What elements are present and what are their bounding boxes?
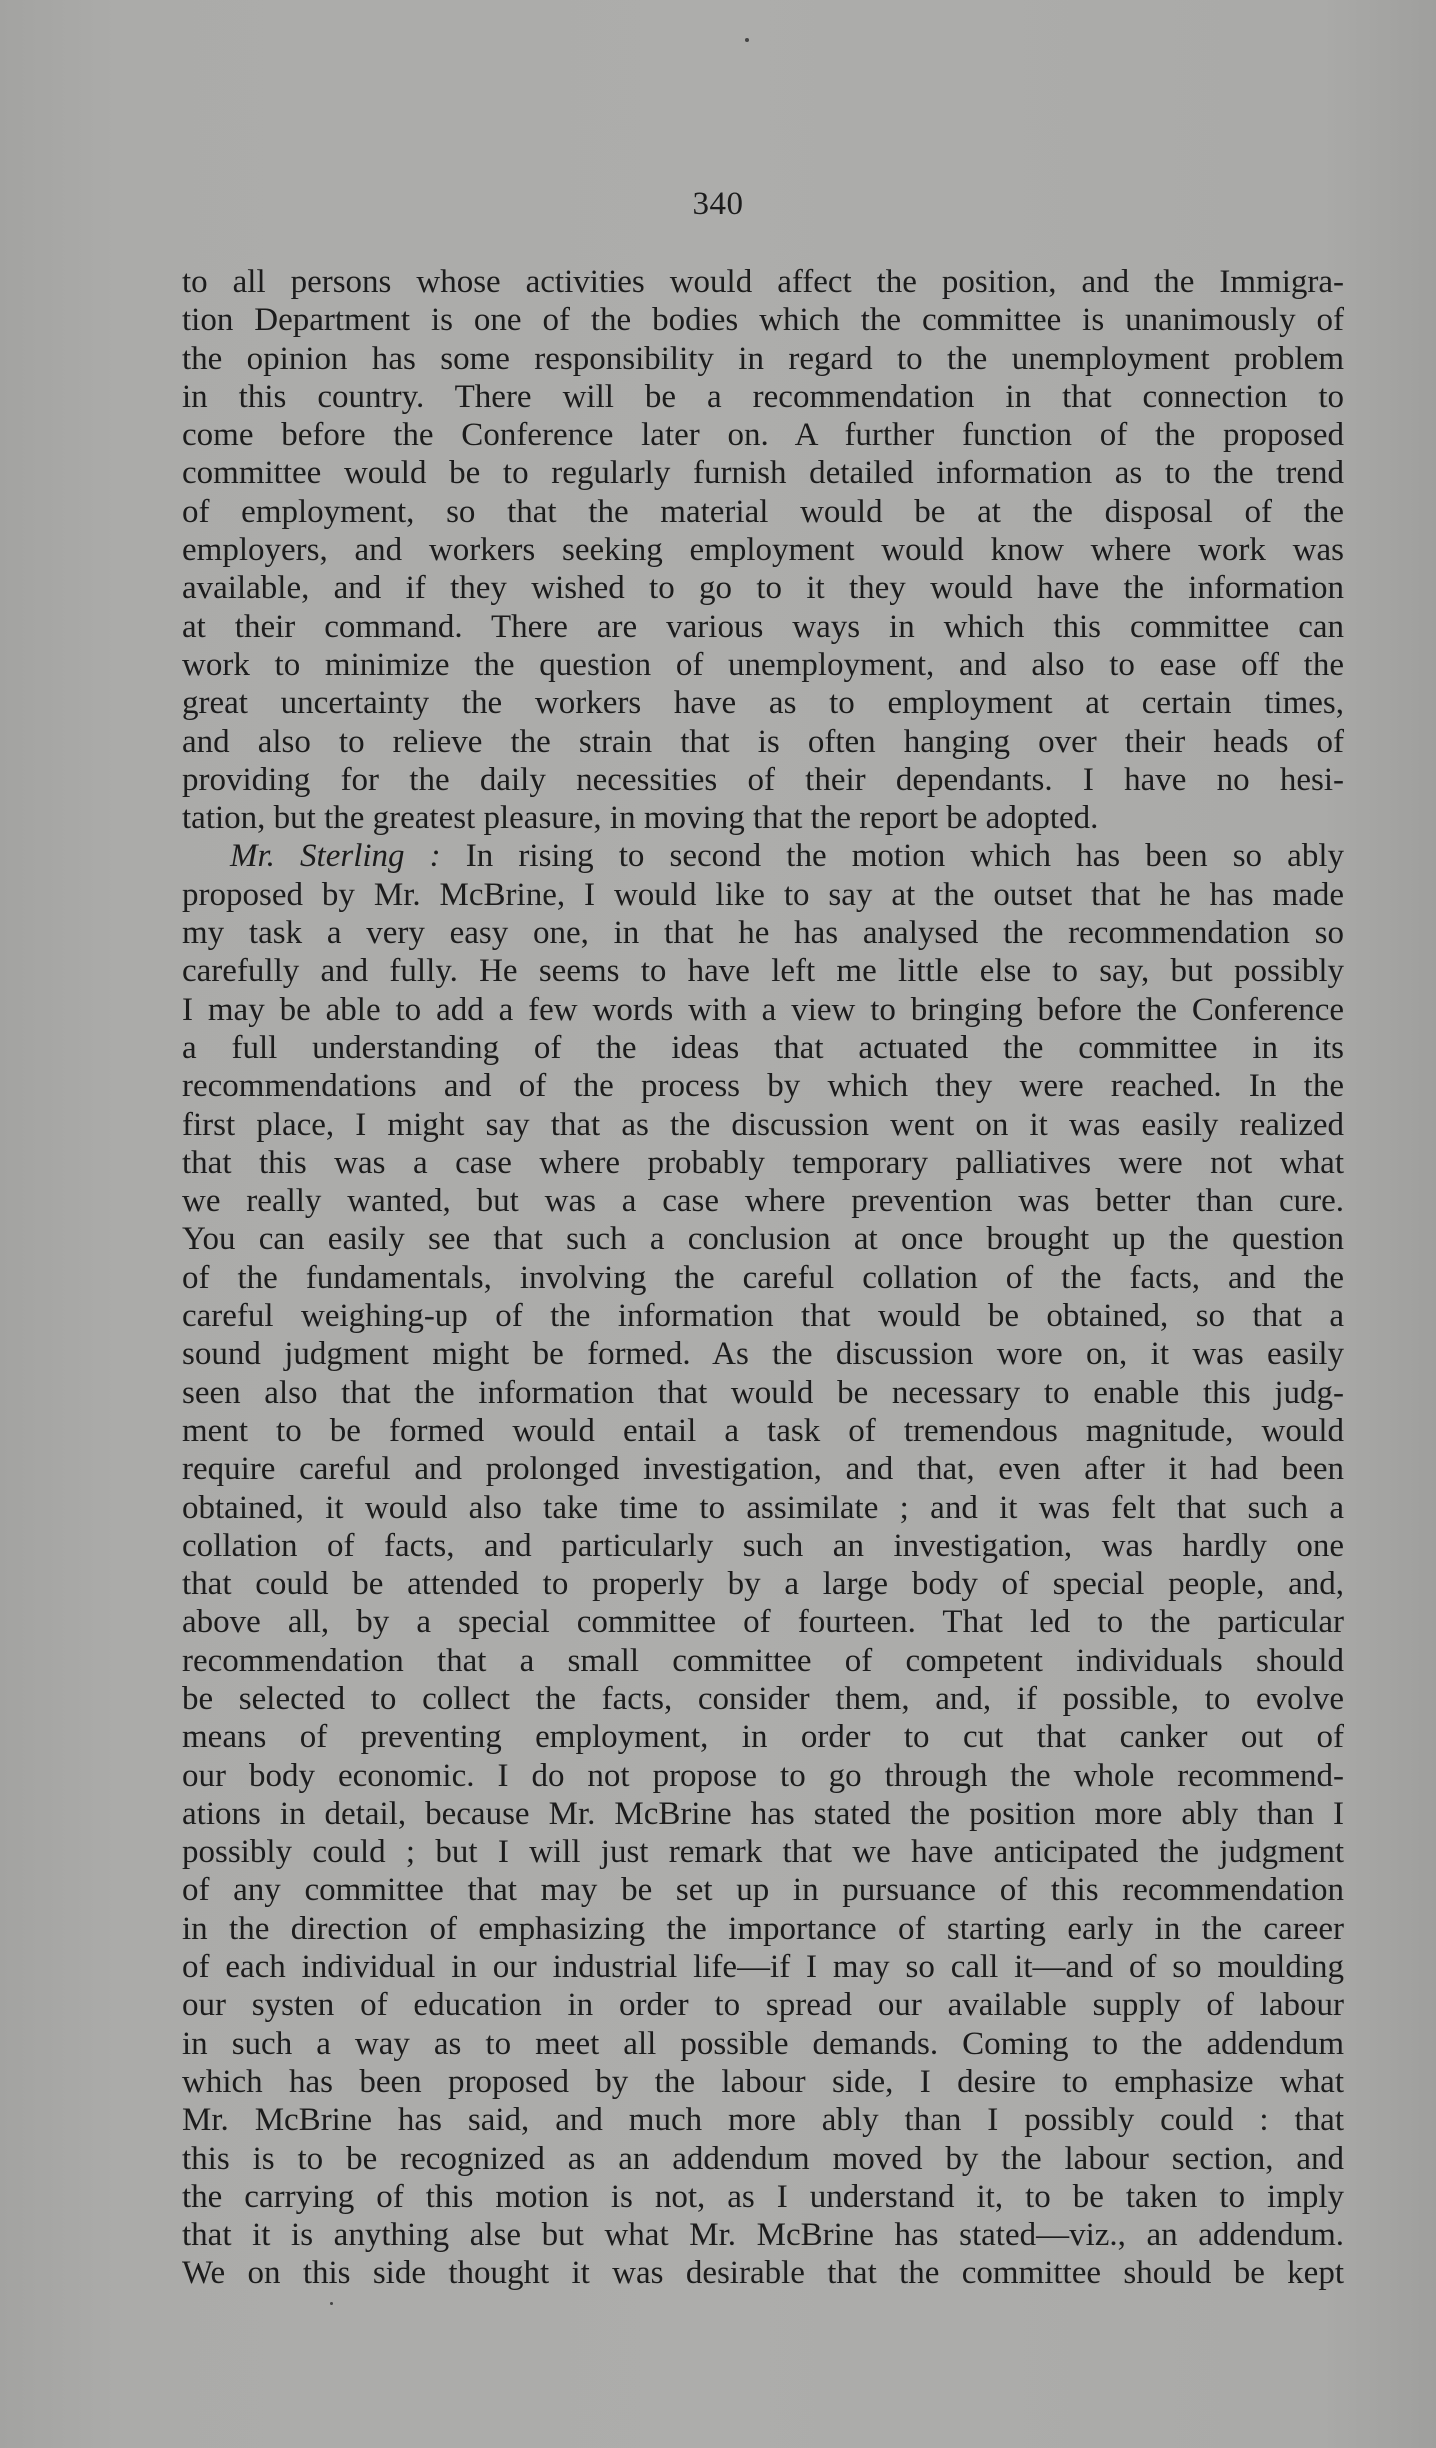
text-line: recommendation that a small committee of competent individuals should (182, 1642, 1344, 1679)
text-line: of any committee that may be set up in pursuance of this recommendation (182, 1872, 1344, 1909)
text-line: our systen of education in order to spread our available supply of labour (182, 1987, 1344, 2024)
text-line: that this was a case where probably temporary palliatives were not what (182, 1144, 1344, 1181)
text-line: great uncertainty the workers have as to employment at certain times, (182, 685, 1344, 722)
speaker-line (182, 837, 1344, 875)
text-line: the opinion has some responsibility in regard to the unemployment problem (182, 340, 1344, 377)
text-line: means of preventing employment, in order to cut that canker out of (182, 1719, 1344, 1756)
text-line: You can easily see that such a conclusion at once brought up the question (182, 1221, 1344, 1258)
text-line: my task a very easy one, in that he has analysed the recommendation so (182, 915, 1344, 952)
paragraph-sterling-speech (182, 876, 1344, 2293)
speaker-line-text: In rising to second the motion which has been so ably (440, 838, 1344, 875)
text-line: work to minimize the question of unemployment, and also to ease off the (182, 646, 1344, 683)
text-line: in such a way as to meet all possible demands. Coming to the addendum (182, 2025, 1344, 2062)
text-line: a full understanding of the ideas that actuated the committee in its (182, 1029, 1344, 1066)
text-line: that could be attended to properly by a large body of special people, and, (182, 1566, 1344, 1603)
text-line: we really wanted, but was a case where prevention was better than cure. (182, 1183, 1344, 1220)
text-line: seen also that the information that would be necessary to enable this judg- (182, 1374, 1344, 1411)
text-line: tation, but the greatest pleasure, in moving that the report be adopted. (182, 800, 1099, 837)
text-line: collation of facts, and particularly such an investigation, was hardly one (182, 1527, 1344, 1564)
text-line: Mr. McBrine has said, and much more ably than I possibly could : that (182, 2102, 1344, 2139)
text-line: providing for the daily necessities of their dependants. I have no hesi- (182, 761, 1344, 798)
text-line: this is to be recognized as an addendum moved by the labour section, and (182, 2140, 1344, 2177)
text-line: first place, I might say that as the discussion went on it was easily realized (182, 1106, 1344, 1143)
text-line: at their command. There are various ways in which this committee can (182, 608, 1344, 645)
text-line: carefully and fully. He seems to have left me little else to say, but possibly (182, 953, 1344, 990)
text-line: require careful and prolonged investigation, and that, even after it had been (182, 1451, 1344, 1488)
text-line: recommendations and of the process by which they were reached. In the (182, 1068, 1344, 1105)
text-line: of employment, so that the material would be at the disposal of the (182, 493, 1344, 530)
text-line: above all, by a special committee of fourteen. That led to the particular (182, 1604, 1344, 1641)
text-line: obtained, it would also take time to assimilate ; and it was felt that such a (182, 1489, 1344, 1526)
text-line: be selected to collect the facts, consider them, and, if possible, to evolve (182, 1680, 1344, 1717)
page-number: 340 (692, 186, 744, 222)
scan-speck (330, 2302, 333, 2305)
text-line: employers, and workers seeking employment would know where work was (182, 532, 1344, 569)
text-line: the carrying of this motion is not, as I understand it, to be taken to imply (182, 2178, 1344, 2215)
speaker-name: Mr. Sterling : (230, 838, 441, 875)
text-line: of each individual in our industrial life—if I may so call it—and of so moulding (182, 1949, 1344, 1986)
paragraph-mcbrine-speech (182, 263, 1344, 837)
text-line: careful weighing-up of the information that would be obtained, so that a (182, 1298, 1344, 1335)
text-line: to all persons whose activities would affect the position, and the Immigra- (182, 264, 1344, 300)
text-line: that it is anything alse but what Mr. McBrine has stated—viz., an addendum. (182, 2217, 1344, 2254)
text-line: I may be able to add a few words with a view to bringing before the Conference (182, 991, 1344, 1028)
text-line: sound judgment might be formed. As the discussion wore on, it was easily (182, 1336, 1344, 1373)
text-line: and also to relieve the strain that is often hanging over their heads of (182, 723, 1344, 760)
text-line: We on this side thought it was desirable that the committee should be kept (182, 2255, 1344, 2292)
text-line: of the fundamentals, involving the careful collation of the facts, and the (182, 1259, 1344, 1296)
text-line: possibly could ; but I will just remark that we have anticipated the judgment (182, 1834, 1344, 1871)
text-line: available, and if they wished to go to it they would have the information (182, 570, 1344, 607)
scan-speck (745, 38, 749, 42)
body-text (182, 263, 1344, 2293)
text-line: committee would be to regularly furnish detailed information as to the trend (182, 455, 1344, 492)
text-line: tion Department is one of the bodies which the committee is unanimously of (182, 302, 1344, 339)
text-line: in this country. There will be a recommendation in that connection to (182, 378, 1344, 415)
text-line: come before the Conference later on. A further function of the proposed (182, 417, 1344, 454)
text-line: which has been proposed by the labour side, I desire to emphasize what (182, 2063, 1344, 2100)
text-line: proposed by Mr. McBrine, I would like to say at the outset that he has made (182, 876, 1344, 913)
text-line: our body economic. I do not propose to go through the whole recommend- (182, 1757, 1344, 1794)
text-line: ment to be formed would entail a task of tremendous magnitude, would (182, 1412, 1344, 1449)
text-line: ations in detail, because Mr. McBrine has stated the position more ably than I (182, 1795, 1344, 1832)
text-line: in the direction of emphasizing the importance of starting early in the career (182, 1910, 1344, 1947)
